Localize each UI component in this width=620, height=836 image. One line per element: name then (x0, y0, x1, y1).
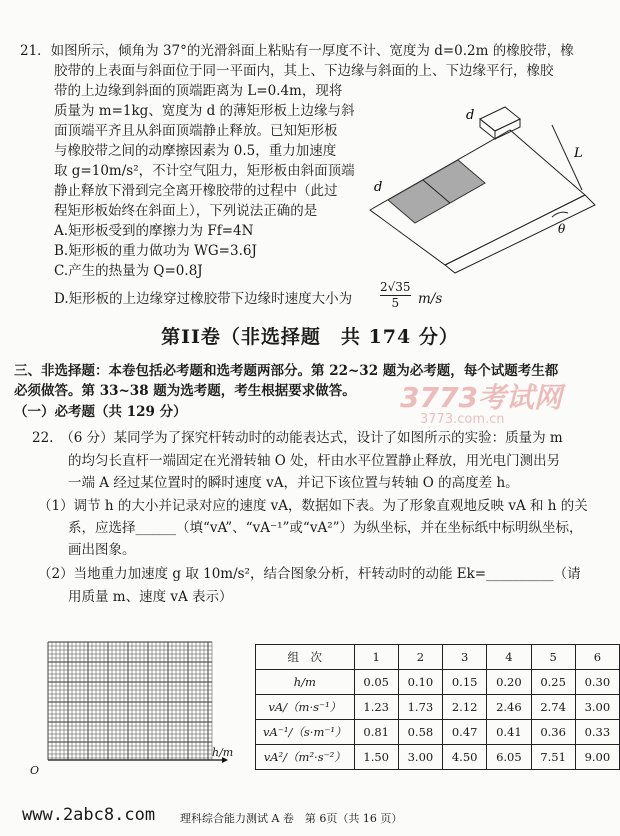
table-cell: vA²/（m²·s⁻²） (256, 745, 355, 770)
q22-line: 的均匀长直杆一端固定在光滑转轴 O 处，杆由水平位置静止释放，用光电门测出另 (68, 453, 561, 469)
option-d-value (380, 280, 411, 311)
option-a: A.矩形板受到的摩擦力为 Ff=4N (54, 223, 254, 239)
table-cell: 0.25 (531, 670, 575, 695)
table-header (256, 645, 620, 670)
q21-line: 胶带的上表面与斜面位于同一平面内，其上、下边缘与斜面的上、下边缘平行，橡胶 (54, 63, 554, 79)
table-cell: 0.30 (575, 670, 619, 695)
q21-line: 质量为 m=1kg、宽度为 d 的薄矩形板上边缘与斜 (54, 103, 355, 119)
q21-line: 程矩形板始终在斜面上），下列说法正确的是 (54, 203, 318, 219)
q21-line: 取 g=10m/s²，不计空气阻力，矩形板由斜面顶端 (54, 163, 355, 179)
table-cell: 4 (487, 645, 531, 670)
q21-line: 与橡胶带之间的动摩擦因素为 0.5，重力加速度 (54, 143, 337, 159)
data-table (255, 644, 620, 770)
table-cell: 2.46 (487, 695, 531, 720)
q22-line: 一端 A 经过某位置时的瞬时速度 vA，并记下该位置与转轴 O 的高度差 h。 (68, 475, 519, 491)
q22-line: 系，应选择______（填“vA”、“vA⁻¹”或“vA²”）为纵坐标，并在坐标纸中标明纵坐标， (68, 520, 583, 536)
table-cell: 0.20 (487, 670, 531, 695)
required-heading: （一）必考题（共 129 分） (14, 404, 187, 420)
table-cell: 1 (354, 645, 398, 670)
table-cell: 0.10 (398, 670, 442, 695)
label-theta: θ (558, 222, 566, 236)
table-cell: 0.58 (398, 720, 442, 745)
graph-origin: O (30, 764, 40, 777)
option-c: C.产生的热量为 Q=0.8J (54, 263, 203, 279)
table-cell: 9.00 (575, 745, 619, 770)
table-cell: 组 次 (256, 645, 355, 670)
fraction-numerator: 2√35 (380, 280, 411, 294)
footer-url: www.2abc8.com (22, 805, 156, 825)
q22-line: 用质量 m、速度 vA 表示） (68, 589, 233, 605)
table-cell: 2.74 (531, 695, 575, 720)
incline-figure (330, 95, 610, 275)
table-cell: 0.15 (443, 670, 487, 695)
table-cell: vA/（m·s⁻¹） (256, 695, 355, 720)
q22-line: 22. （6 分）某同学为了探究杆转动时的动能表达式，设计了如图所示的实验：质量为 m (32, 430, 563, 446)
table-cell: 0.81 (354, 720, 398, 745)
table-cell: 4.50 (443, 745, 487, 770)
option-d-unit: m/s (418, 291, 443, 307)
table-row (256, 720, 620, 745)
table-cell: 1.73 (398, 695, 442, 720)
table-cell: 6.05 (487, 745, 531, 770)
q21-line: 面顶端平齐且从斜面顶端静止释放。已知矩形板 (54, 123, 338, 139)
table-cell: 1.23 (354, 695, 398, 720)
watermark-brand: 3773考试网 (400, 381, 562, 414)
graph-x-label: h/m (212, 746, 234, 759)
graph-paper (40, 640, 240, 775)
table-cell: 6 (575, 645, 619, 670)
section-intro: 三、非选择题：本卷包括必考题和选考题两部分。第 22~32 题为必考题，每个试题考生都 (14, 363, 559, 379)
q22-line: （1）调节 h 的大小并记录对应的速度 vA，数据如下表。为了形象直观地反映 vA 和 h 的关 (38, 498, 588, 514)
table-cell: 0.05 (354, 670, 398, 695)
footer-page-info: 理科综合能力测试 A 卷 第 6页（共 16 页） (180, 812, 403, 825)
option-b: B.矩形板的重力做功为 WG=3.6J (54, 243, 257, 259)
option-d: D.矩形板的上边缘穿过橡胶带下边缘时速度大小为 (54, 291, 353, 307)
label-L: L (574, 146, 583, 161)
table-cell: 3 (443, 645, 487, 670)
table-row (256, 670, 620, 695)
label-d-top: d (466, 108, 475, 123)
table-cell: 0.47 (443, 720, 487, 745)
table-cell: 0.36 (531, 720, 575, 745)
table-cell: 7.51 (531, 745, 575, 770)
table-cell: 0.33 (575, 720, 619, 745)
table-cell: h/m (256, 670, 355, 695)
table-cell: 1.50 (354, 745, 398, 770)
watermark-url: 3773.com.cn (420, 412, 505, 427)
q21-line: 静止释放下滑到完全离开橡胶带的过程中（此过 (54, 183, 338, 199)
q21-line: 21．如图所示，倾角为 37°的光滑斜面上粘贴有一厚度不计、宽度为 d=0.2m 的橡胶带，橡 (20, 43, 574, 59)
section-title: 第II卷（非选择题 共 174 分） (161, 326, 459, 348)
fraction-denominator: 5 (391, 296, 400, 310)
table-cell: vA⁻¹/（s·m⁻¹） (256, 720, 355, 745)
table-cell: 2.12 (443, 695, 487, 720)
table-row (256, 695, 620, 720)
q22-line: （2）当地重力加速度 g 取 10m/s²，结合图象分析，杆转动时的动能 Ek=__________（请 (38, 566, 581, 582)
table-cell: 3.00 (398, 745, 442, 770)
table-row (256, 745, 620, 770)
table-cell: 5 (531, 645, 575, 670)
table-cell: 3.00 (575, 695, 619, 720)
section-intro: 必须做答。第 33~38 题为选考题，考生根据要求做答。 (14, 383, 356, 399)
table-cell: 2 (398, 645, 442, 670)
q22-line: 画出图象。 (68, 542, 136, 558)
q21-line: 带的上边缘到斜面的顶端距离为 L=0.4m，现将 (54, 83, 343, 99)
label-d-left: d (374, 180, 383, 195)
table-cell: 0.41 (487, 720, 531, 745)
